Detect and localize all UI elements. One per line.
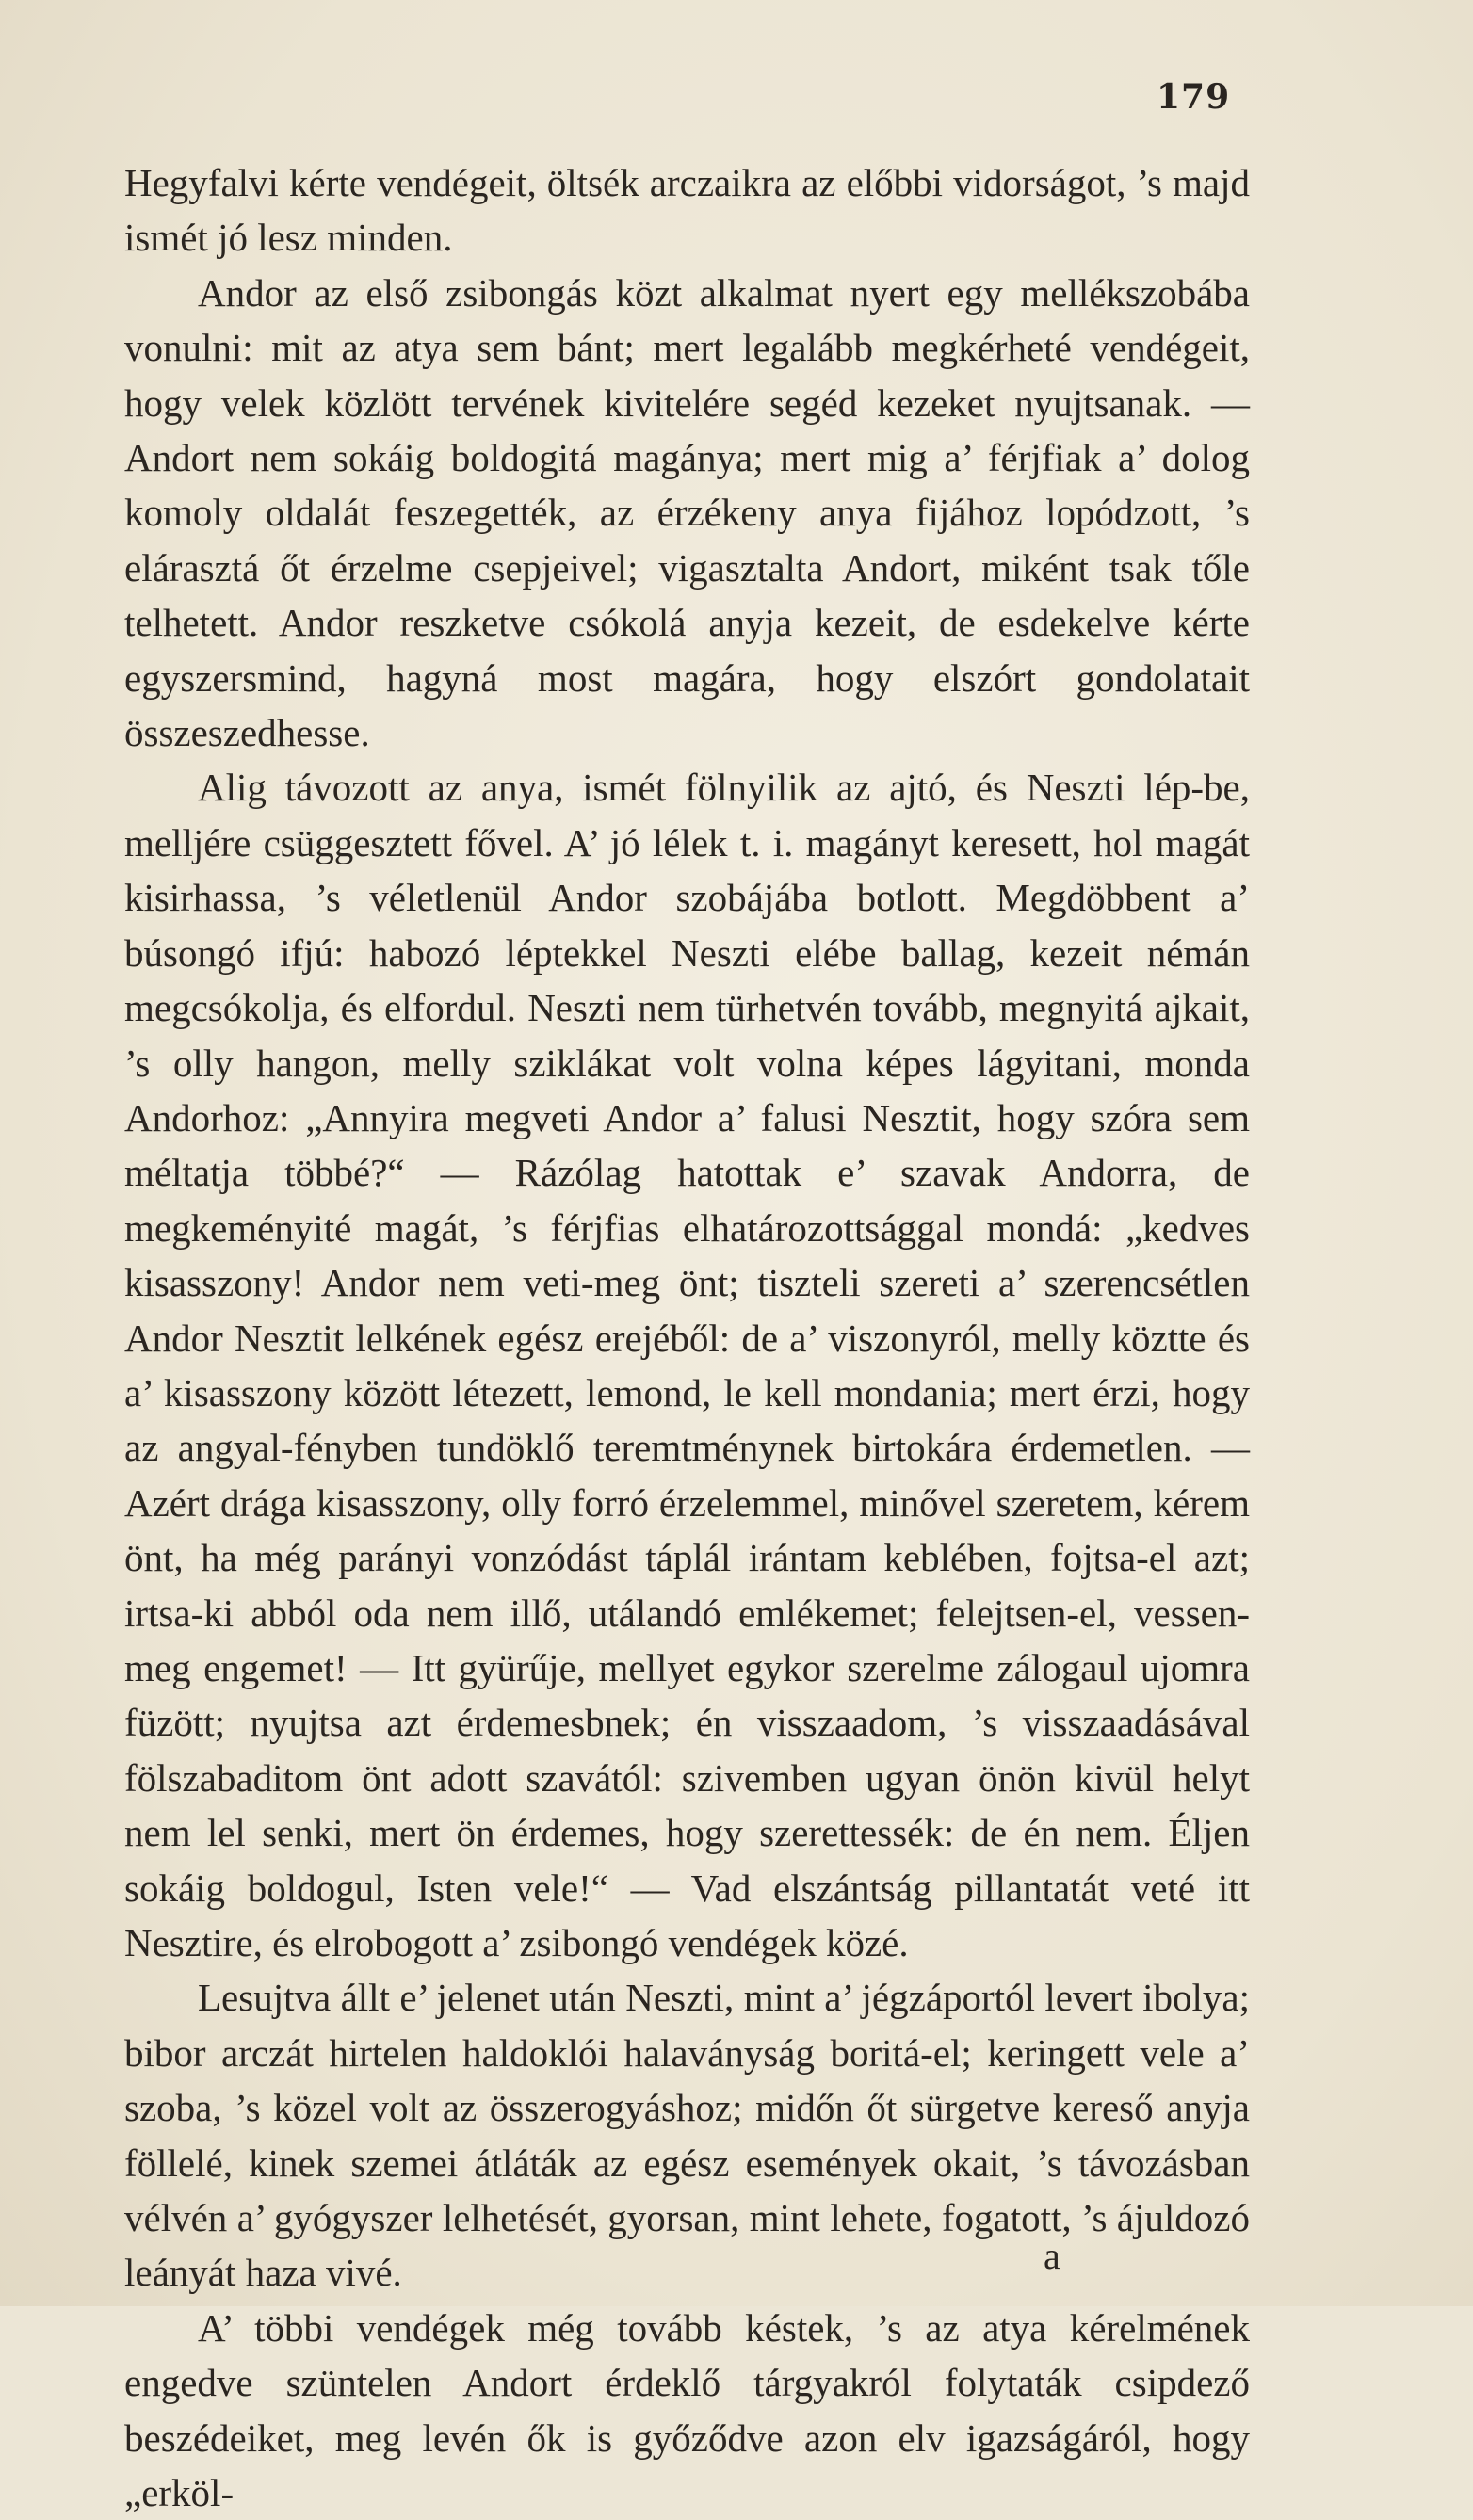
paragraph: Andor az első zsibongás közt alkalmat nyert egy mellékszobába vonulni: mit az atya sem bánt; mert legalább megkérheté vendégeit, hogy velek közlött tervének kivitelére segéd kezeket nyujtsanak. — Andort nem sokáig boldogitá magánya; mert mig a’ férjfiak a’ dolog komoly oldalát feszegették, az érzékeny anya fijához lopódzott, ’s elárasztá őt érzelme csepjeivel; vigasztalta Andort, miként tsak tőle telhetett. Andor reszketve csókolá anyja kezeit, de esdekelve kérte egyszersmind, hagyná most magára, hogy elszórt gondolatait összeszedhesse. (124, 270, 1250, 755)
paragraph: Hegyfalvi kérte vendégeit, öltsék arczaikra az előbbi vidorságot, ’s majd ismét jó lesz minden. (124, 161, 1250, 260)
paragraph: Alig távozott az anya, ismét fölnyilik az ajtó, és Neszti lép-be, melljére csüggesztett fővel. A’ jó lélek t. i. magányt keresett, hol magát kisirhassa, ’s véletlenül Andor szobájába botlott. Megdöbbent a’ búsongó ifjú: habozó léptekkel Neszti elébe ballag, kezeit némán megcsókolja, és elfordul. Neszti nem türhetvén tovább, megnyitá ajkait, ’s olly hangon, melly sziklákat volt volna képes lágyitani, monda Andorhoz: „Annyira megveti Andor a’ falusi Nesztit, hogy szóra sem méltatja többé?“ — Rázólag hatottak e’ szavak Andorra, de megkeményité magát, ’s férjfias elhatározottsággal mondá: „kedves kisasszony! Andor nem veti-meg önt; tiszteli szereti a’ szerencsétlen Andor Nesztit lelkének egész erejéből: de a’ viszonyról, melly köztte és a’ kisasszony között létezett, lemond, le kell mondania; mert érzi, hogy az angyal-fényben tundöklő teremtménynek birtokára érdemetlen. — Azért drága kisasszony, olly forró érzelemmel, minővel szeretem, kérem önt, ha még parányi vonzódást táplál irántam keblében, fojtsa-el azt; irtsa-ki abból oda nem illő, utálandó emlékemet; felejtsen-el, vessen-meg engemet! — Itt gyürűje, mellyet egykor szerelme zálogaul ujomra füzött; nyujtsa azt érdemesbnek; én visszaadom, ’s visszaadásával fölszabaditom önt adott szavától: szivemben ugyan önön kivül helyt nem lel senki, mert ön érdemes, hogy szerettessék: de én nem. Éljen sokáig boldogul, Isten vele!“ — Vad elszántság pillantatát veté itt Nesztire, és elrobogott a’ zsibongó vendégek közé. (124, 766, 1250, 1964)
paragraph: A’ többi vendégek még tovább késtek, ’s az atya kérelmének engedve szüntelen Andort érdeklő tárgyakról folytaták csipdező beszédeiket, meg levén ők is győződve azon elv igazságáról, hogy „erköl- (124, 2305, 1250, 2515)
signature-mark: a (1044, 2235, 1060, 2277)
body-text (124, 155, 1250, 2520)
page-number: 179 (1157, 77, 1231, 117)
paragraph: Lesujtva állt e’ jelenet után Neszti, mint a’ jégzáportól levert ibolya; bibor arczát hirtelen haldoklói halaványság boritá-el; keringett vele a’ szoba, ’s közel volt az összerogyáshoz; midőn őt sürgetve kereső anyja föllelé, kinek szemei átláták az egész események okait, ’s távozásban vélvén a’ gyógyszer lelhetését, gyorsan, mint lehete, fogatott, ’s ájuldozó leányát haza vivé. (124, 1976, 1250, 2295)
